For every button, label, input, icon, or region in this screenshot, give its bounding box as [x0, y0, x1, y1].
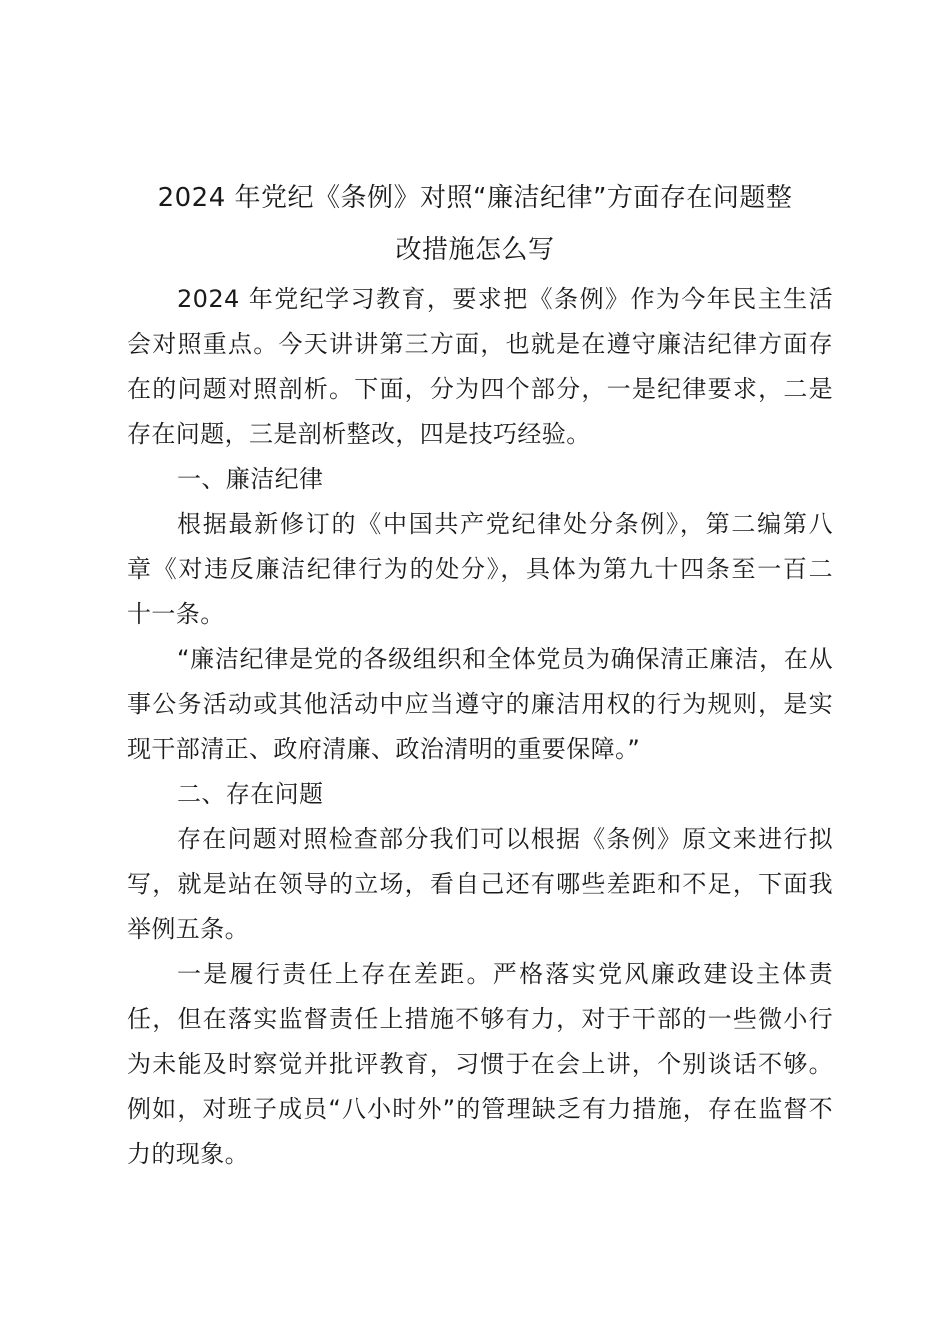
paragraph-line: 在的问题对照剖析。下面，分为四个部分，一是纪律要求，二是 [127, 375, 833, 403]
regulation-paragraph [127, 502, 833, 637]
paragraph-line: 力的现象。 [127, 1140, 249, 1168]
title-line: 2024 年党纪《条例》对照“廉洁纪律”方面存在问题整 [157, 183, 793, 213]
section-heading: 二、存在问题 [177, 780, 324, 808]
intro-paragraph [127, 277, 833, 457]
section-heading-2 [127, 772, 833, 817]
paragraph-line: “廉洁纪律是党的各级组织和全体党员为确保清正廉洁，在从 [177, 645, 833, 673]
document-title [120, 172, 830, 276]
paragraph-line: 章《对违反廉洁纪律行为的处分》，具体为第九十四条至一百二 [127, 555, 833, 583]
paragraph-line: 为未能及时察觉并批评教育，习惯于在会上讲，个别谈话不够。 [127, 1050, 833, 1078]
problem-one-paragraph [127, 952, 833, 1177]
paragraph-line: 2024 年党纪学习教育，要求把《条例》作为今年民主生活 [177, 285, 833, 313]
paragraph-line: 存在问题对照检查部分我们可以根据《条例》原文来进行拟 [177, 825, 833, 853]
paragraph-line: 写，就是站在领导的立场，看自己还有哪些差距和不足，下面我 [127, 870, 833, 898]
title-line: 改措施怎么写 [395, 235, 555, 265]
paragraph-line: 举例五条。 [127, 915, 249, 943]
quote-paragraph [127, 637, 833, 772]
paragraph-line: 根据最新修订的《中国共产党纪律处分条例》，第二编第八 [177, 510, 833, 538]
problems-intro-paragraph [127, 817, 833, 952]
paragraph-line: 现干部清正、政府清廉、政治清明的重要保障。” [127, 735, 641, 763]
paragraph-line: 会对照重点。今天讲讲第三方面，也就是在遵守廉洁纪律方面存 [127, 330, 833, 358]
paragraph-line: 任，但在落实监督责任上措施不够有力，对于干部的一些微小行 [127, 1005, 833, 1033]
paragraph-line: 一是履行责任上存在差距。严格落实党风廉政建设主体责 [177, 960, 833, 988]
paragraph-line: 事公务活动或其他活动中应当遵守的廉洁用权的行为规则，是实 [127, 690, 833, 718]
paragraph-line: 例如，对班子成员“八小时外”的管理缺乏有力措施，存在监督不 [127, 1095, 833, 1123]
section-heading-1 [127, 457, 833, 502]
section-heading: 一、廉洁纪律 [177, 465, 324, 493]
paragraph-line: 存在问题，三是剖析整改，四是技巧经验。 [127, 420, 591, 448]
document-body [127, 277, 833, 1177]
paragraph-line: 十一条。 [127, 600, 225, 628]
